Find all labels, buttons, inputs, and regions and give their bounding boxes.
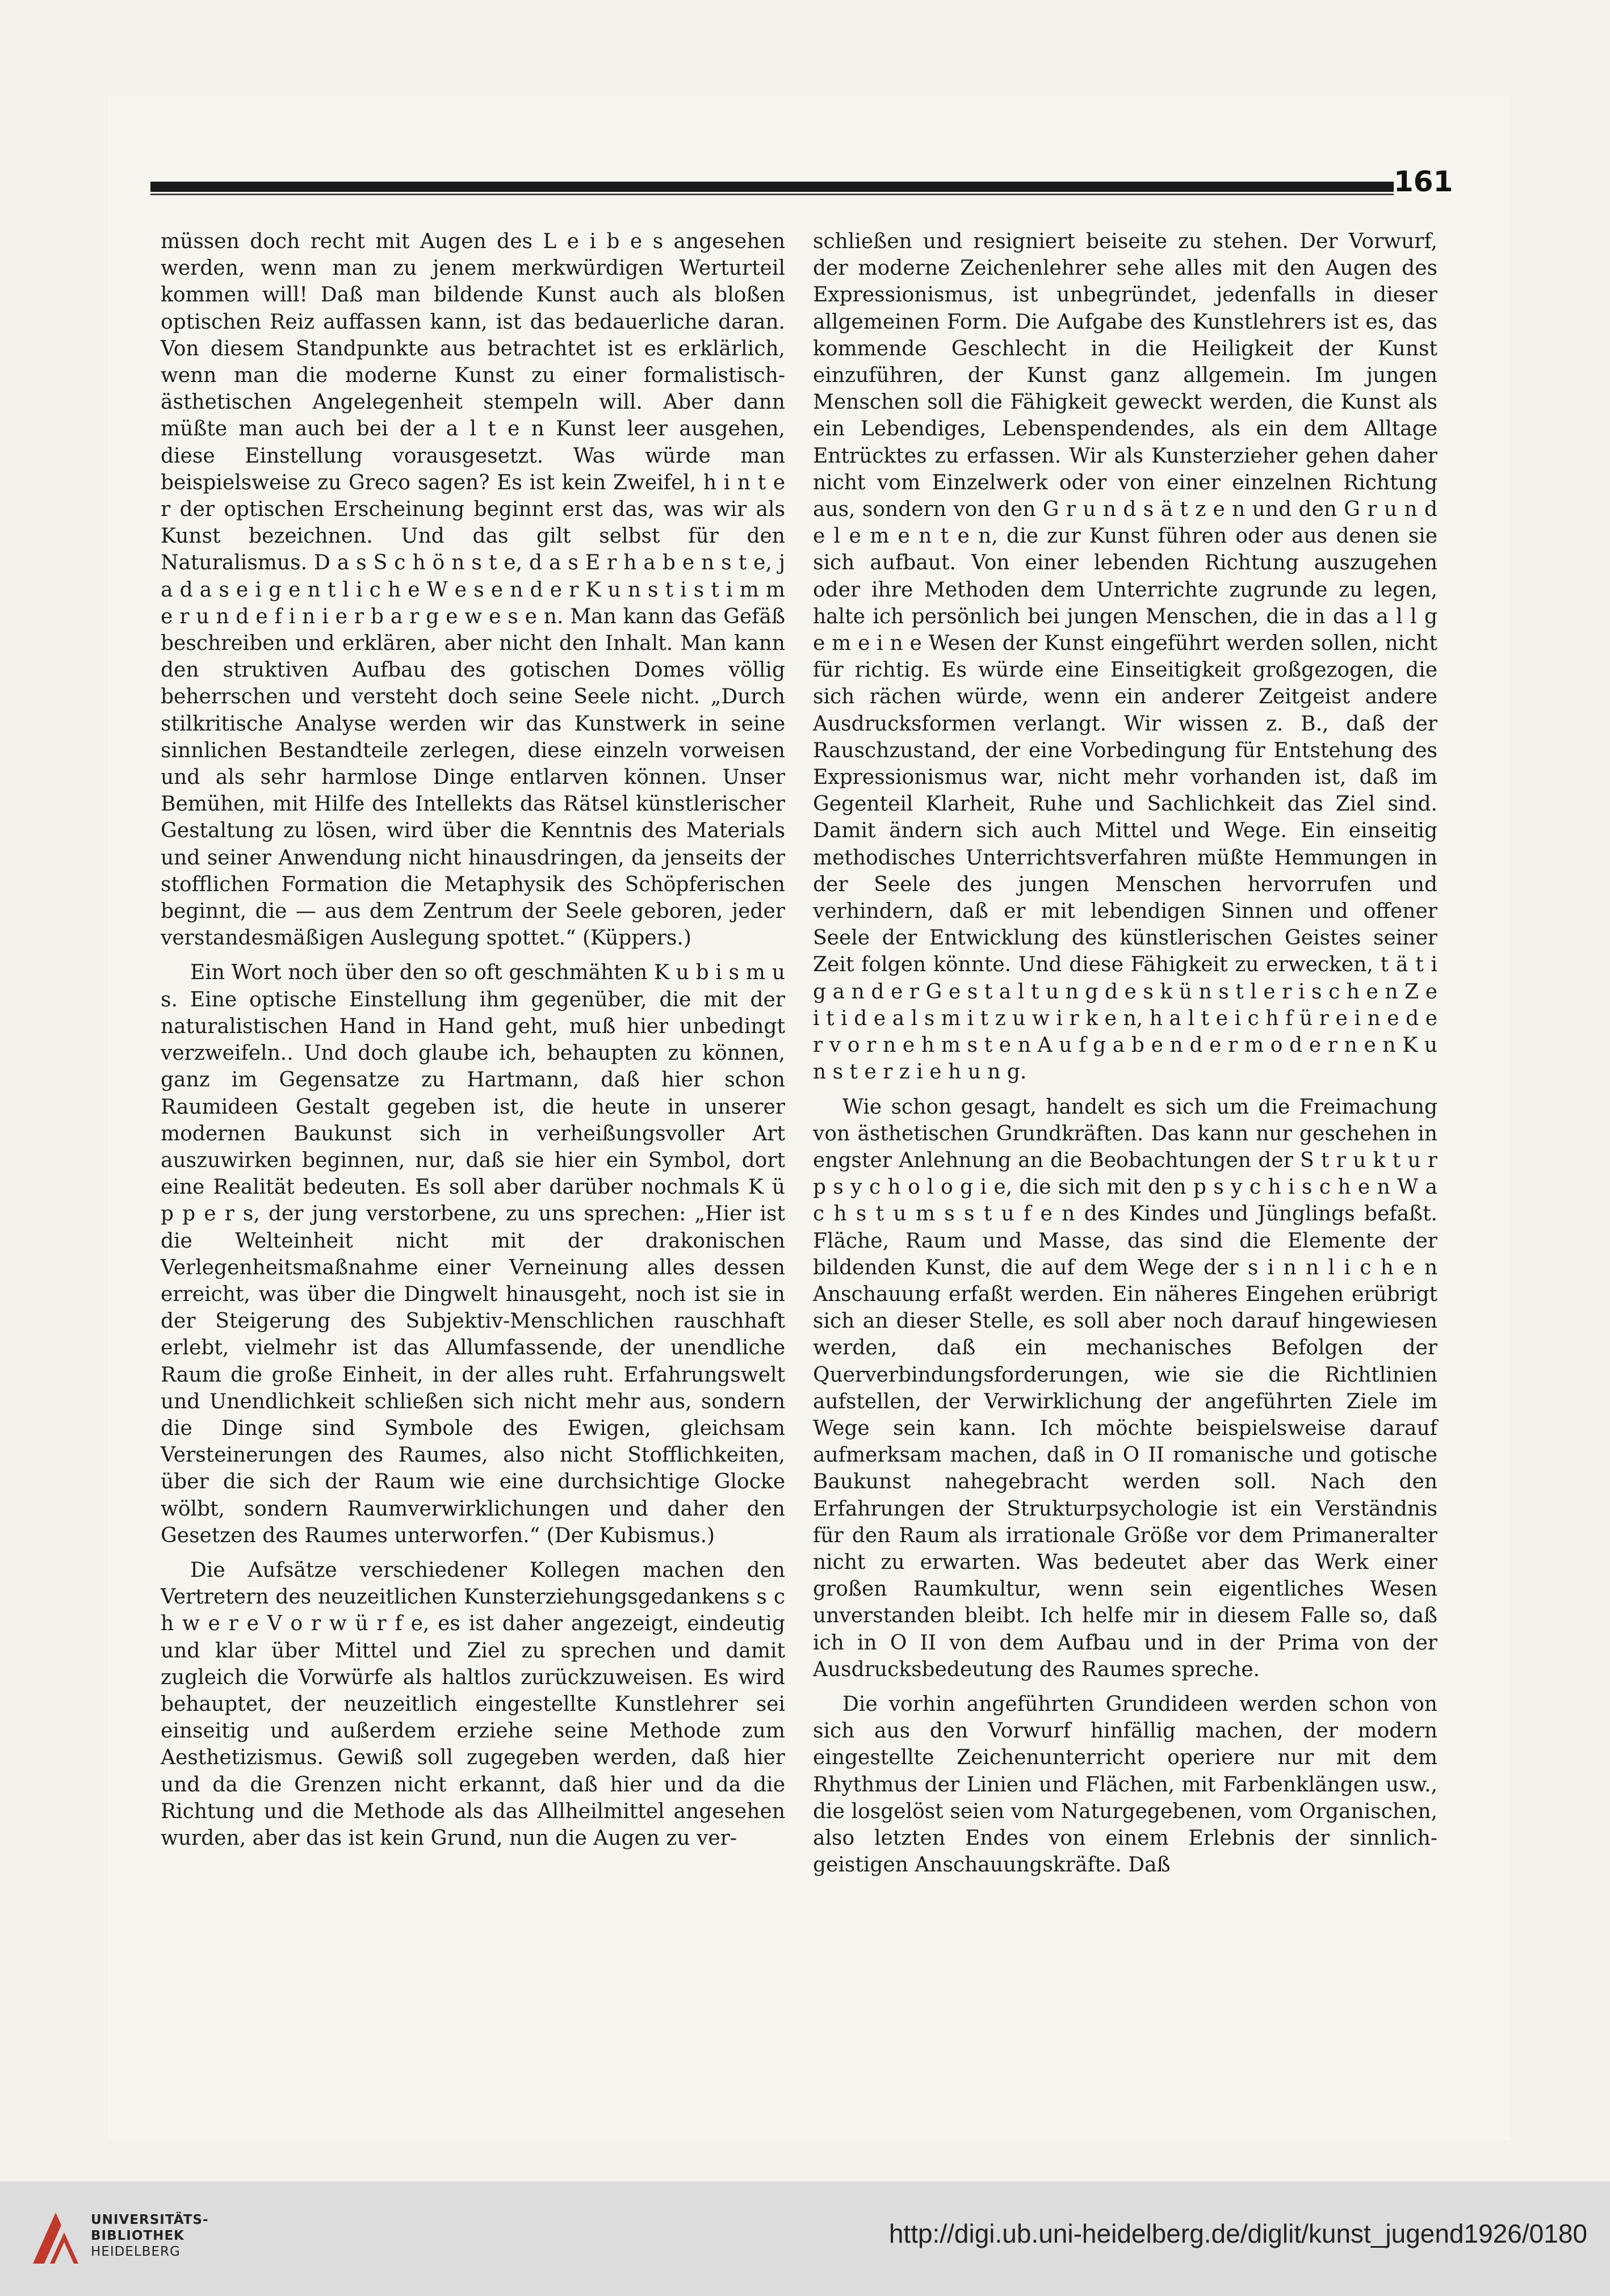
text-column-right xyxy=(813,228,1437,1878)
source-url-link[interactable]: http://digi.ub.uni-heidelberg.de/diglit/kunst_jugend1926/0180 xyxy=(888,2219,1587,2248)
text-column-left xyxy=(161,228,785,1852)
paragraph: Die Aufsätze verschiedener Kollegen machen den Vertretern des neuzeitlichen Kunsterziehungsgedankens s c h w e r e V o r w ü r f e, es ist daher angezeigt, eindeutig und klar über Mittel und Ziel zu sprechen und damit zugleich die Vorwürfe als haltlos zurückzuweisen. Es wird behauptet, der neuzeitlich eingestellte Kunstlehrer sei einseitig und außerdem erziehe seine Methode zum Aesthetizismus. Gewiß soll zugegeben werden, daß hier und da die Grenzen nicht erkannt, daß hier und da die Richtung und die Methode als das Allheilmittel angesehen wurden, aber das ist kein Grund, nun die Augen zu ver- xyxy=(161,1558,785,1850)
page-number: 161 xyxy=(1394,165,1453,198)
paragraph: Wie schon gesagt, handelt es sich um die Freimachung von ästhetischen Grundkräften. Das kann nur geschehen in engster Anlehnung an die Beobachtungen der S t r u k t u r p s y c h o l o g i e, die sich mit den p s y c h i s c h e n W a c h s t u m s s t u f e n des Kindes und Jünglings befaßt. Fläche, Raum und Masse, das sind die Elemente der bildenden Kunst, die auf dem Wege der s i n n l i c h e n Anschauung erfaßt werden. Ein näheres Eingehen erübrigt sich an dieser Stelle, es soll aber noch darauf hingewiesen werden, daß ein mechanisches Befolgen der Querverbindungsforderungen, wie sie die Richtlinien aufstellen, der Verwirklichung der angeführten Ziele im Wege sein kann. Ich möchte beispielsweise darauf aufmerksam machen, daß in O II romanische und gotische Baukunst nahegebracht werden soll. Nach den Erfahrungen der Strukturpsychologie ist ein Verständnis für den Raum als irrationale Größe vor dem Primaneralter nicht zu erwarten. Was bedeutet aber das Werk einer großen Raumkultur, wenn sein eigentliches Wesen unverstanden bleibt. Ich helfe mir in diesem Falle so, daß ich in O II von dem Aufbau und in der Prima von der Ausdrucksbedeutung des Raumes spreche. xyxy=(813,1095,1437,1681)
library-name[interactable] xyxy=(91,2212,295,2260)
heidelberg-library-logo-icon[interactable] xyxy=(27,2207,84,2269)
header-rule xyxy=(150,182,1394,192)
library-name-line: HEIDELBERG xyxy=(91,2244,181,2259)
header-rule-thin xyxy=(150,194,1394,195)
paragraph: schließen und resigniert beiseite zu stehen. Der Vorwurf, der moderne Zeichenlehrer sehe alles mit den Augen des Expressionismus, ist unbegründet, jedenfalls in dieser allgemeinen Form. Die Aufgabe des Kunstlehrers ist es, das kommende Geschlecht in die Heiligkeit der Kunst einzuführen, der Kunst ganz allgemein. Im jungen Menschen soll die Fähigkeit geweckt werden, die Kunst als ein Lebendiges, Lebenspendendes, als ein dem Alltage Entrücktes zu erfassen. Wir als Kunsterzieher gehen daher nicht vom Einzelwerk oder von einer einzelnen Richtung aus, sondern von den G r u n d s ä t z e n und den G r u n d e l e m e n t e n, die zur Kunst führen oder aus denen sie sich aufbaut. Von einer lebenden Richtung auszugehen oder ihre Methoden dem Unterrichte zugrunde zu legen, halte ich persönlich bei jungen Menschen, die in das a l l g e m e i n e Wesen der Kunst eingeführt werden sollen, nicht für richtig. Es würde eine Einseitigkeit großgezogen, die sich rächen würde, wenn ein anderer Zeitgeist andere Ausdrucksformen verlangt. Wir wissen z. B., daß der Rauschzustand, der eine Vorbedingung für Entstehung des Expressionismus war, nicht mehr vorhanden ist, daß im Gegenteil Klarheit, Ruhe und Sachlichkeit das Ziel sind. Damit ändern sich auch Mittel und Wege. Ein einseitig methodisches Unterrichtsverfahren müßte Hemmungen in der Seele des jungen Menschen hervorrufen und verhindern, daß er mit lebendigen Sinnen und offener Seele der Entwicklung des künstlerischen Geistes seiner Zeit folgen könnte. Und diese Fähigkeit zu erwecken, t ä t i g a n d e r G e s t a l t u n g d e s k ü n s t l e r i s c h e n Z e i t i d e a l s m i t z u w i r k e n, h a l t e i c h f ü r e i n e d e r v o r n e h m s t e n A u f g a b e n d e r m o d e r n e n K u n s t e r z i e h u n g. xyxy=(813,230,1437,1084)
paragraph: Ein Wort noch über den so oft geschmähten K u b i s m u s. Eine optische Einstellung ihm gegenüber, die mit der naturalistischen Hand in Hand geht, muß hier unbedingt verzweifeln.. Und doch glaube ich, behaupten zu können, ganz im Gegensatze zu Hartmann, daß hier schon Raumideen Gestalt gegeben ist, die heute in unserer modernen Baukunst sich in verheißungsvoller Art auszuwirken beginnen, nur, daß sie hier ein Symbol, dort eine Realität bedeuten. Es soll aber darüber nochmals K ü p p e r s, der jung verstorbene, zu uns sprechen: „Hier ist die Welteinheit nicht mit der drakonischen Verlegenheitsmaßnahme einer Verneinung alles dessen erreicht, was über die Dingwelt hinausgeht, noch ist sie in der Steigerung des Subjektiv-Menschlichen rauschhaft erlebt, vielmehr ist das Allumfassende, der unendliche Raum die große Einheit, in der alles ruht. Erfahrungswelt und Unendlichkeit schließen sich nicht mehr aus, sondern die Dinge sind Symbole des Ewigen, gleichsam Versteinerungen des Raumes, also nicht Stofflichkeiten, über die sich der Raum wie eine durchsichtige Glocke wölbt, sondern Raumverwirklichungen und daher den Gesetzen des Raumes unterworfen.“ (Der Kubismus.) xyxy=(161,961,785,1547)
library-name-line: BIBLIOTHEK xyxy=(91,2228,185,2243)
paragraph: müssen doch recht mit Augen des L e i b e s angesehen werden, wenn man zu jenem merkwürdigen Werturteil kommen will! Daß man bildende Kunst auch als bloßen optischen Reiz auffassen kann, ist das bedauerliche daran. Von diesem Standpunkte aus betrachtet ist es erklärlich, wenn man die moderne Kunst zu einer formalistisch-ästhetischen Angelegenheit stempeln will. Aber dann müßte man auch bei der a l t e n Kunst leer ausgehen, diese Einstellung vorausgesetzt. Was würde man beispielsweise zu Greco sagen? Es ist kein Zweifel, h i n t e r der optischen Erscheinung beginnt erst das, was wir als Kunst bezeichnen. Und das gilt selbst für den Naturalismus. D a s S c h ö n s t e, d a s E r h a b e n s t e, j a d a s e i g e n t l i c h e W e s e n d e r K u n s t i s t i m m e r u n d e f i n i e r b a r g e w e s e n. Man kann das Gefäß beschreiben und erklären, aber nicht den Inhalt. Man kann den struktiven Aufbau des gotischen Domes völlig beherrschen und versteht doch seine Seele nicht. „Durch stilkritische Analyse werden wir das Kunstwerk in seine sinnlichen Bestandteile zerlegen, diese einzeln vorweisen und als sehr harmlose Dinge entlarven können. Unser Bemühen, mit Hilfe des Intellekts das Rätsel künstlerischer Gestaltung zu lösen, wird über die Kenntnis des Materials und seiner Anwendung nicht hinausdringen, da jenseits der stofflichen Formation die Metaphysik des Schöpferischen beginnt, die — aus dem Zentrum der Seele geboren, jeder verstandesmäßigen Auslegung spottet.“ (Küppers.) xyxy=(161,230,785,950)
paragraph: Die vorhin angeführten Grundideen werden schon von sich aus den Vorwurf hinfällig machen, der modern eingestellte Zeichenunterricht operiere nur mit dem Rhythmus der Linien und Flächen, mit Farbenklängen usw., die losgelöst seien vom Naturgegebenen, vom Organischen, also letzten Endes von einem Erlebnis der sinnlich-geistigen Anschauungskräfte. Daß xyxy=(813,1692,1437,1877)
library-name-line: UNIVERSITÄTS- xyxy=(91,2213,209,2227)
